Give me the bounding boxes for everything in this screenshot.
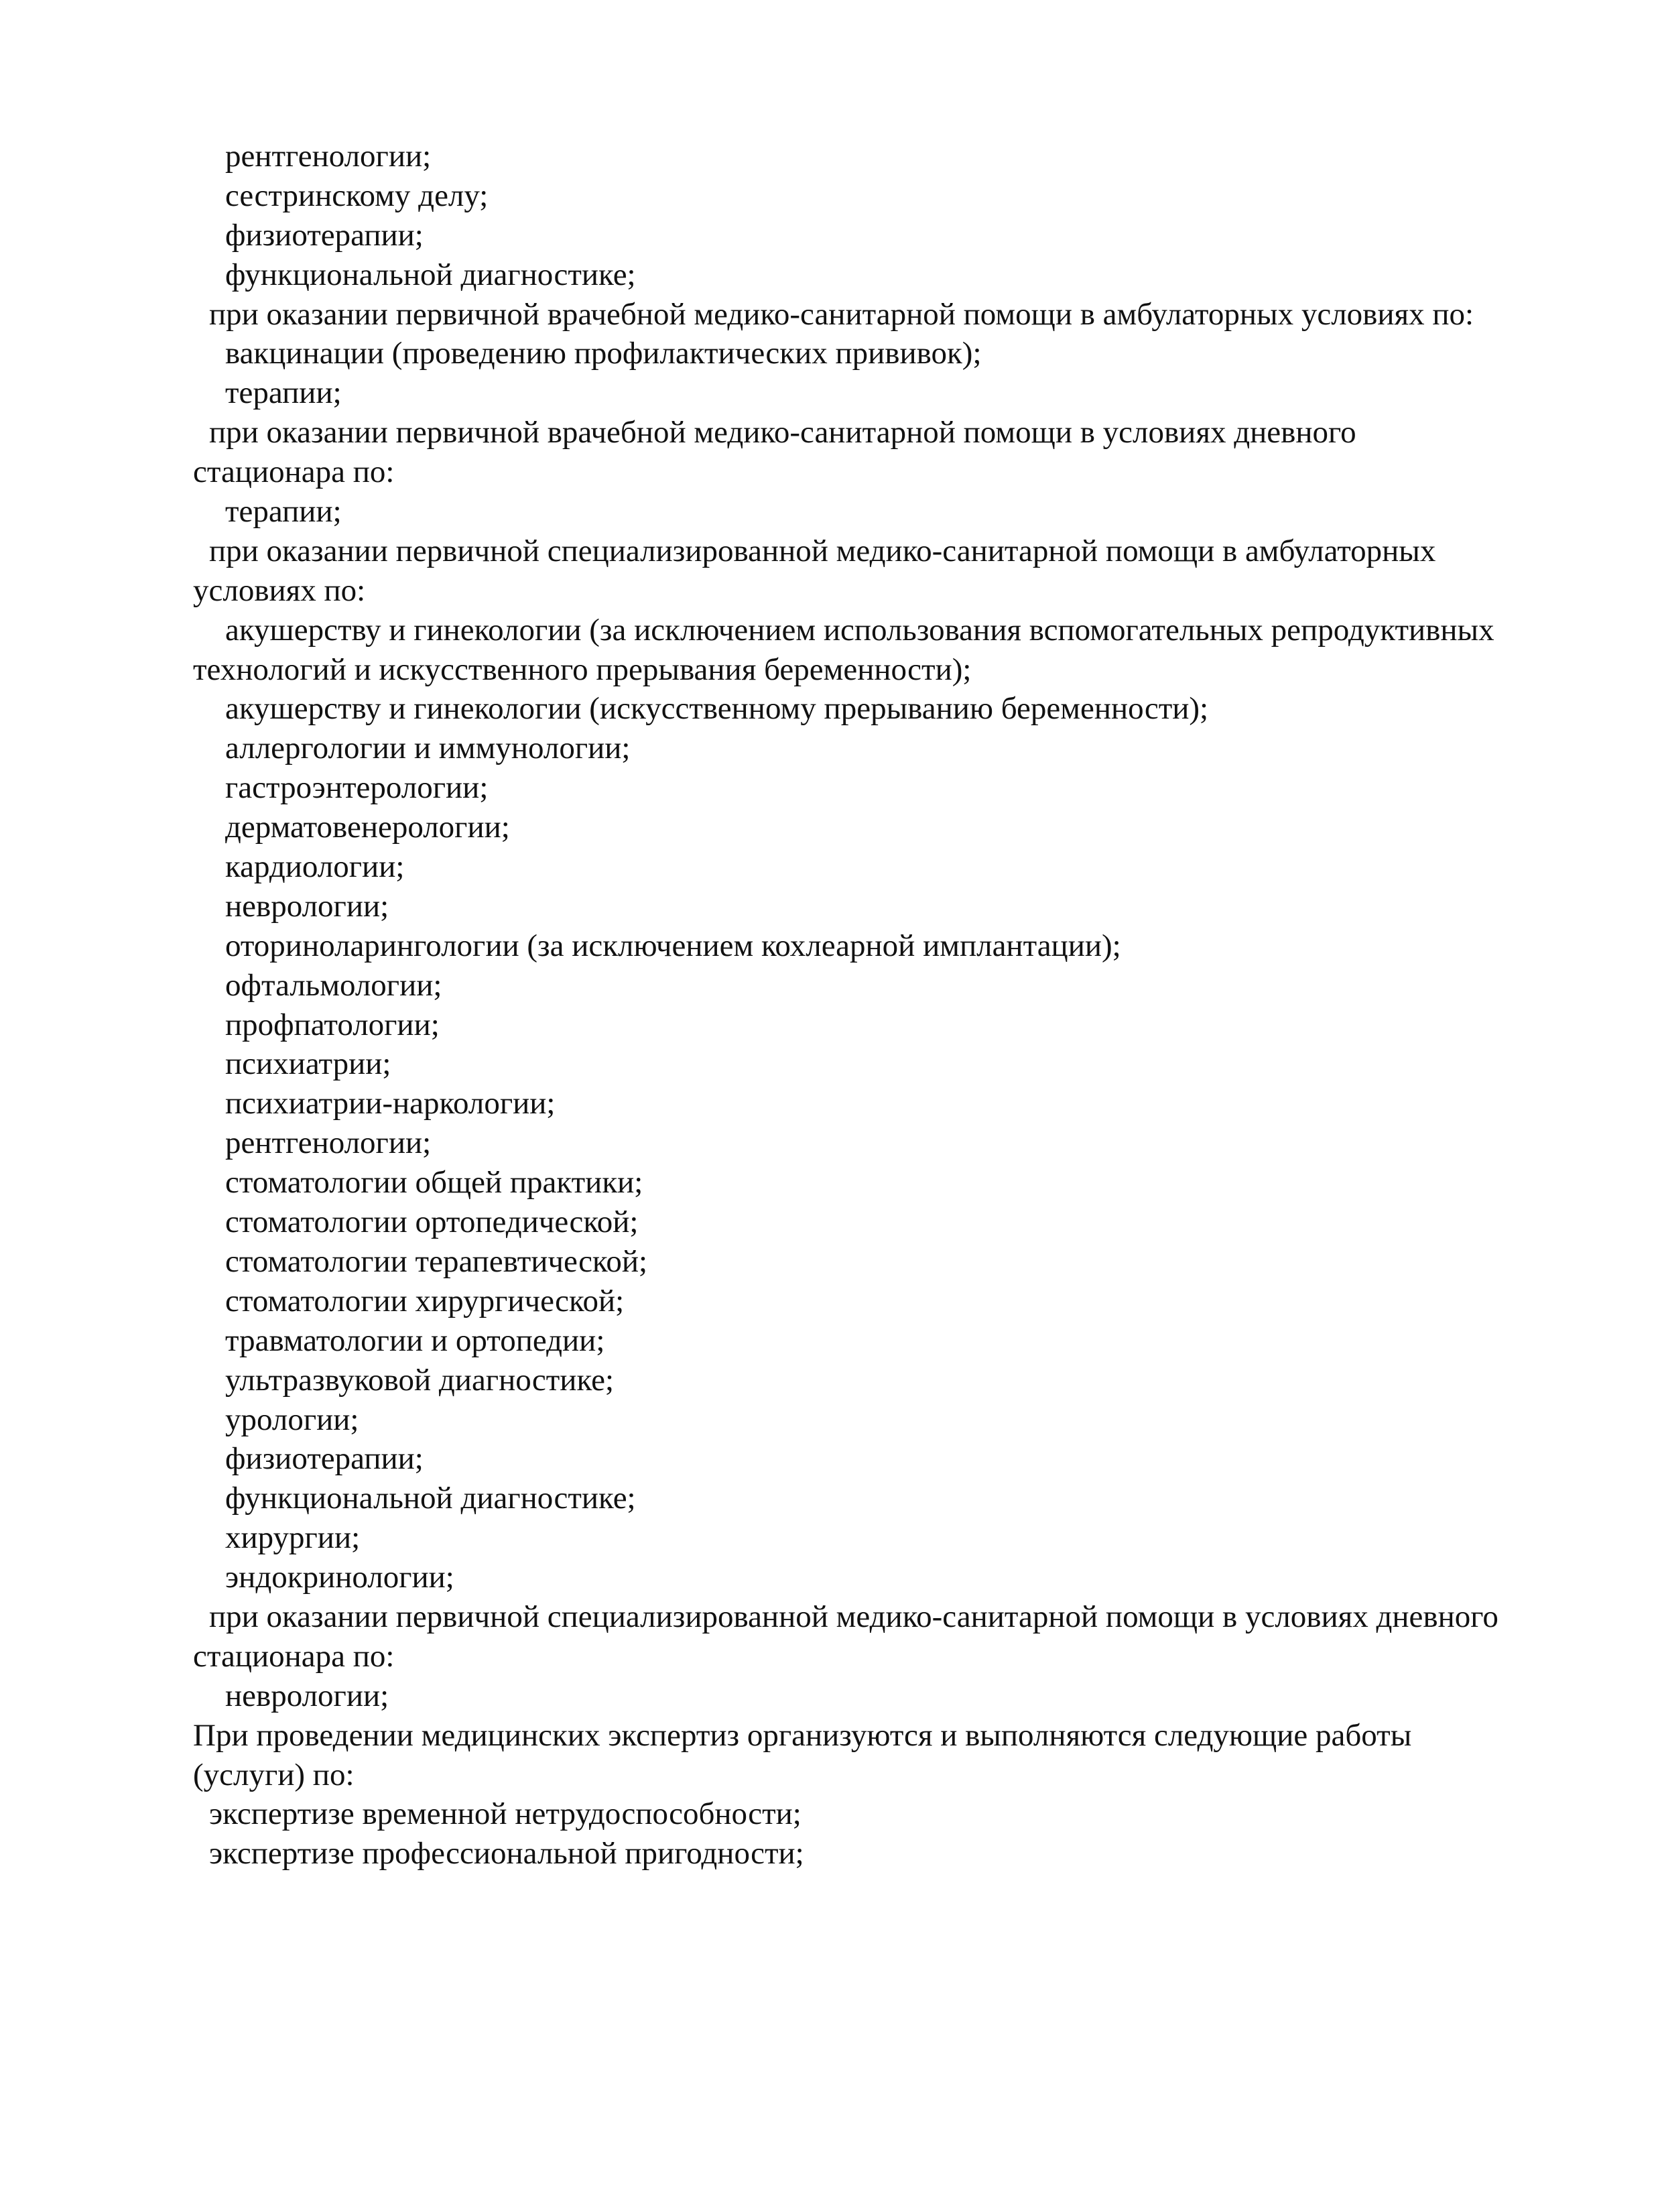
text-line: при оказании первичной специализированной медико-санитарной помощи в амбулаторных	[209, 533, 1436, 568]
text-line: экспертизе временной нетрудоспособности;	[209, 1796, 802, 1832]
text-line: рентгенологии;	[225, 139, 432, 174]
text-line: офтальмологии;	[225, 967, 442, 1003]
text-line: рентгенологии;	[225, 1125, 432, 1161]
text-line: экспертизе профессиональной пригодности;	[209, 1836, 804, 1871]
text-line: технологий и искусственного прерывания беременности);	[193, 652, 972, 687]
text-line: функциональной диагностике;	[225, 257, 636, 292]
text-line: аллергологии и иммунологии;	[225, 731, 631, 766]
text-line: при оказании первичной специализированной медико-санитарной помощи в условиях дневного	[209, 1599, 1498, 1634]
text-line: (услуги) по:	[193, 1757, 355, 1792]
text-line: стационара по:	[193, 454, 395, 490]
text-line: психиатрии-наркологии;	[225, 1086, 556, 1121]
text-line: функциональной диагностике;	[225, 1481, 636, 1516]
text-line: оториноларингологии (за исключением кохлеарной имплантации);	[225, 928, 1121, 963]
text-line: при оказании первичной врачебной медико-санитарной помощи в условиях дневного	[209, 415, 1356, 450]
text-line: неврологии;	[225, 1678, 389, 1713]
text-line: травматологии и ортопедии;	[225, 1323, 605, 1358]
text-line: стоматологии терапевтической;	[225, 1243, 648, 1279]
text-line: хирургии;	[225, 1520, 361, 1556]
text-line: сестринскому делу;	[225, 178, 489, 213]
text-line: При проведении медицинских экспертиз организуются и выполняются следующие работы	[193, 1717, 1412, 1753]
text-line: кардиологии;	[225, 849, 405, 885]
text-line: физиотерапии;	[225, 1441, 424, 1477]
text-line: урологии;	[225, 1402, 359, 1437]
text-line: ультразвуковой диагностике;	[225, 1362, 615, 1398]
text-line: стоматологии ортопедической;	[225, 1205, 639, 1240]
text-line: условиях по:	[193, 572, 366, 608]
text-line: при оказании первичной врачебной медико-санитарной помощи в амбулаторных условиях по:	[209, 296, 1474, 332]
text-line: психиатрии;	[225, 1046, 391, 1082]
document-text	[193, 137, 1547, 1873]
text-line: гастроэнтерологии;	[225, 770, 489, 806]
text-line: терапии;	[225, 494, 342, 530]
text-line: вакцинации (проведению профилактических прививок);	[225, 336, 982, 371]
text-line: физиотерапии;	[225, 217, 424, 253]
text-line: терапии;	[225, 375, 342, 411]
text-line: профпатологии;	[225, 1007, 440, 1042]
text-line: стационара по:	[193, 1638, 395, 1674]
text-line: неврологии;	[225, 888, 389, 924]
text-line: акушерству и гинекологии (искусственному прерыванию беременности);	[225, 691, 1209, 727]
text-line: стоматологии хирургической;	[225, 1283, 625, 1318]
text-line: акушерству и гинекологии (за исключением использования вспомогательных репродуктивных	[225, 612, 1494, 648]
text-line: стоматологии общей практики;	[225, 1165, 643, 1201]
text-line: эндокринологии;	[225, 1560, 454, 1595]
text-line: дерматовенерологии;	[225, 810, 510, 845]
